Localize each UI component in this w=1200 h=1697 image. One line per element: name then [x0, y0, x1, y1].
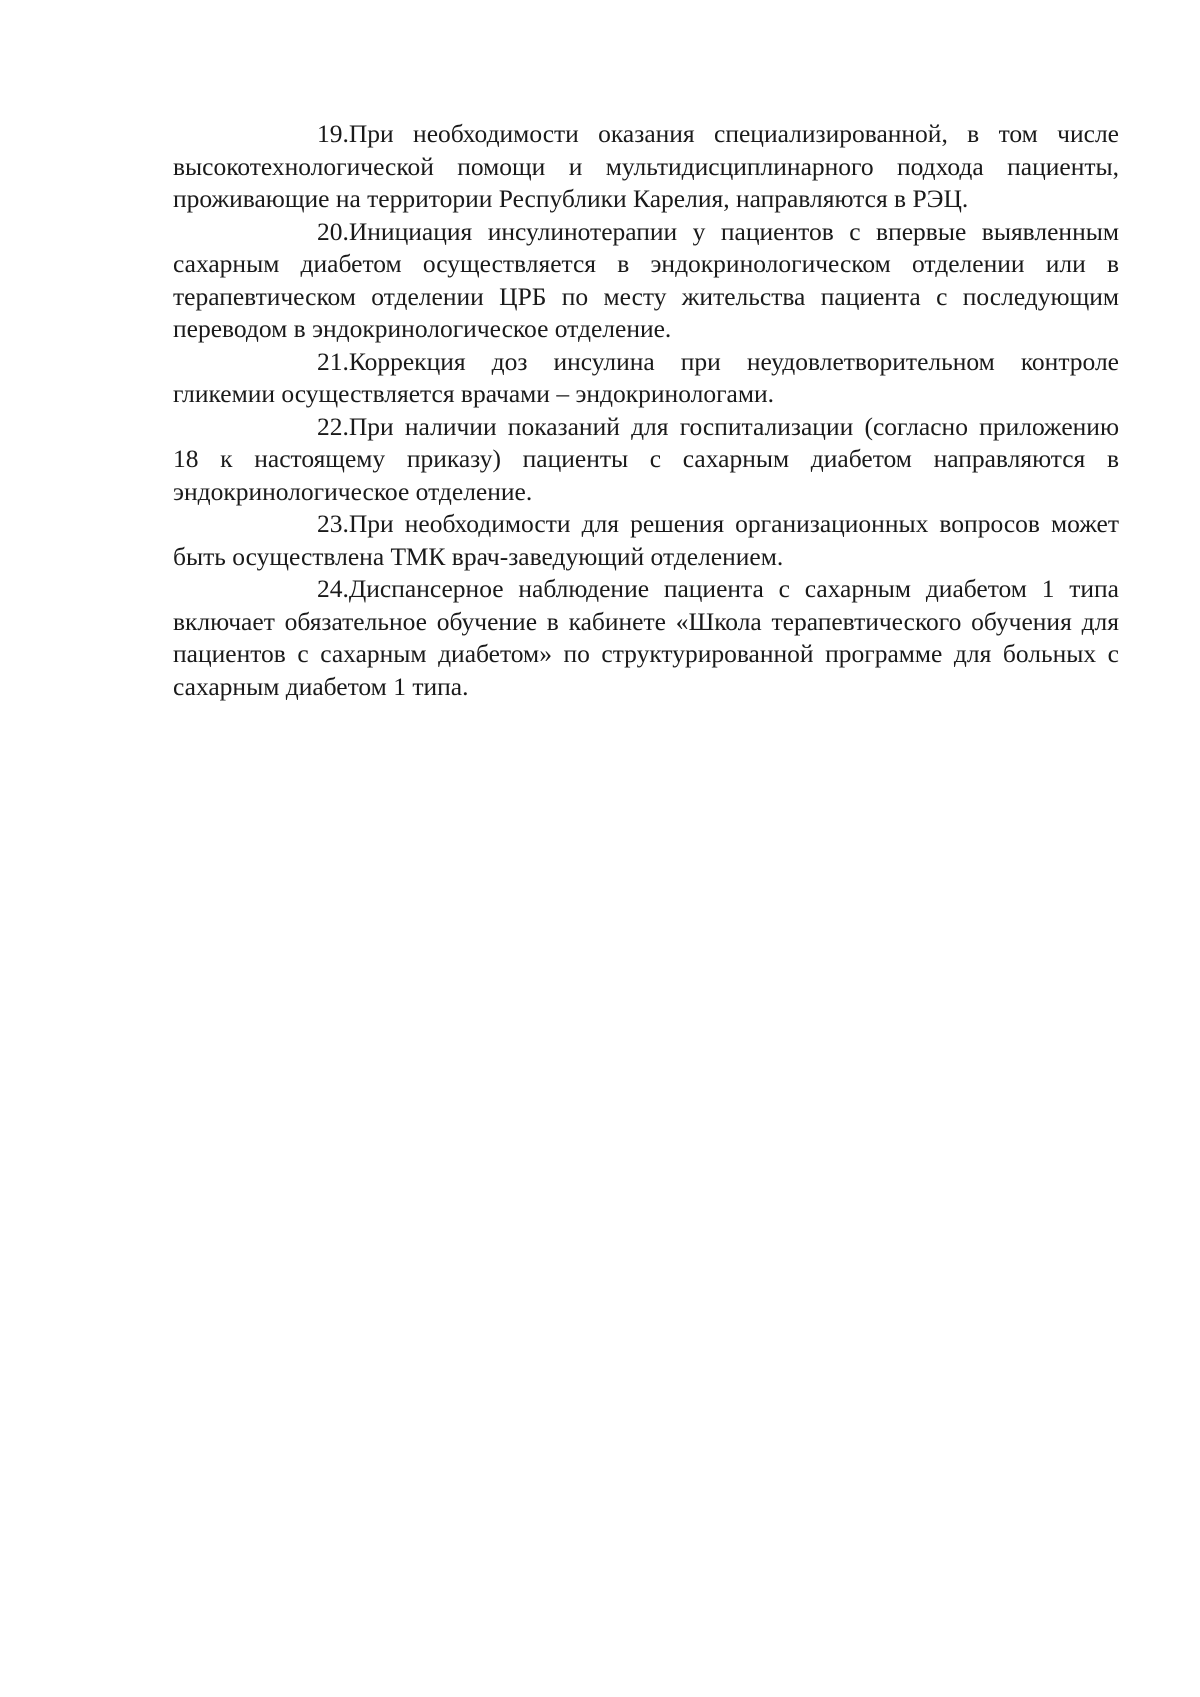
- paragraph-text: При необходимости для решения организационных вопросов может быть осуществлена ТМК врач-заведующий отделением.: [173, 509, 1119, 571]
- paragraph-text: При наличии показаний для госпитализации (согласно приложению 18 к настоящему приказу) пациенты с сахарным диабетом направляются в эндокринологическое отделение.: [173, 411, 1119, 506]
- paragraph-24: [173, 573, 1119, 703]
- paragraph-20: [173, 216, 1119, 346]
- paragraph-23: [173, 508, 1119, 573]
- paragraph-number: 20.: [317, 216, 349, 246]
- paragraph-21: [173, 346, 1119, 411]
- paragraph-text: Коррекция доз инсулина при неудовлетворительном контроле гликемии осуществляется врачами – эндокринологами.: [173, 346, 1119, 408]
- paragraph-number: 24.: [317, 574, 349, 603]
- paragraph-22: [173, 411, 1119, 509]
- paragraph-number: 23.: [317, 509, 349, 538]
- paragraph-19: [173, 118, 1119, 216]
- paragraph-number: 22.: [317, 411, 349, 441]
- paragraph-text: Диспансерное наблюдение пациента с сахарным диабетом 1 типа включает обязательное обучение в кабинете «Школа терапевтического обучения для пациентов с сахарным диабетом» по структурированной программе для больных с сахарным диабетом 1 типа.: [173, 574, 1119, 701]
- paragraph-number: 21.: [317, 346, 349, 376]
- paragraph-text: При необходимости оказания специализированной, в том числе высокотехнологической помощи и мультидисциплинарного подхода пациенты, проживающие на территории Республики Карелия, направляются в РЭЦ.: [173, 119, 1119, 213]
- document-body: [173, 118, 1119, 703]
- paragraph-number: 19.: [317, 119, 349, 148]
- paragraph-text: Инициация инсулинотерапии у пациентов с впервые выявленным сахарным диабетом осуществляется в эндокринологическом отделении или в терапевтическом отделении ЦРБ по месту жительства пациента с последующим переводом в эндокринологическое отделение.: [173, 216, 1119, 343]
